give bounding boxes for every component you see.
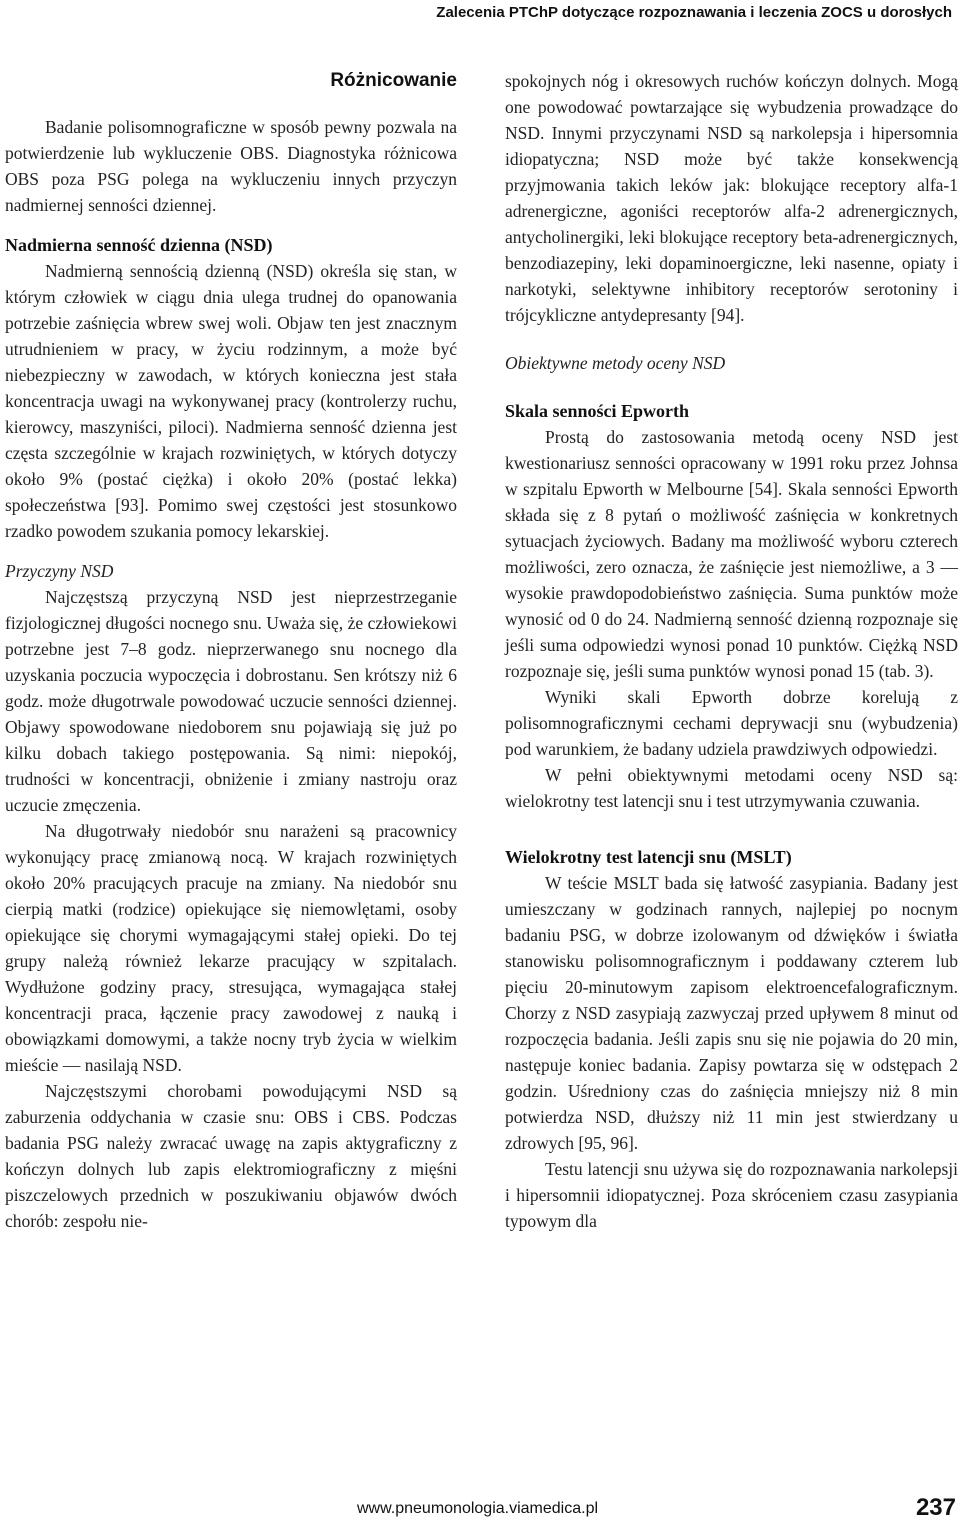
subheading-objective-methods: Obiektywne metody oceny NSD [505, 353, 726, 373]
paragraph: W teście MSLT bada się łatwość zasypiania. Badany jest umieszczany w godzinach rannych, najlepiej po nocnym badaniu PSG, w dobrze izolowanym od dźwięków i światła stanowisku polisomnograficznym i poddawany czterem lub pięciu 20-minutowym zapisom elektroencefalograficznym. Chorzy z NSD zasypiają zazwyczaj przed upływem 8 minut od rozpoczęcia badania. Jeśli zapis snu się nie pojawia do 20 min, następuje koniec badania. Zapisy powtarza się w odstępach 2 godzin. Uśredniony czas do zaśnięcia mniejszy niż 8 min potwierdza NSD, dłuższy niż 11 min jest stwierdzany u zdrowych [95, 96]. [505, 873, 958, 1153]
paragraph: Testu latencji snu używa się do rozpoznawania narkolepsji i hipersomnii idiopatycznej. Poza skróceniem czasu zasypiania typowym dla [505, 1159, 958, 1231]
left-column [5, 68, 457, 1234]
footer-url[interactable]: www.pneumonologia.viamedica.pl [357, 1500, 599, 1517]
paragraph: W pełni obiektywnymi metodami oceny NSD są: wielokrotny test latencji snu i test utrzymywania czuwania. [505, 765, 958, 811]
subheading-mslt: Wielokrotny test latencji snu (MSLT) [505, 847, 792, 867]
running-header: Zalecenia PTChP dotyczące rozpoznawania i leczenia ZOCS u dorosłych [436, 4, 952, 21]
paragraph: Na długotrwały niedobór snu narażeni są pracownicy wykonujący pracę zmianową nocą. W krajach rozwiniętych około 20% pracujących pracuje na zmiany. Na niedobór snu cierpią matki (rodzice) opiekujące się niemowlętami, osoby opiekujące się chorymi wymagającymi stałej opieki. Do tej grupy należą również lekarze pracujący w szpitalach. Wydłużone godziny pracy, stresująca, wymagająca stałej koncentracji praca, łączenie pracy zawodowej z nauką i obowiązkami domowymi, a także nocny tryb życia w wielkim mieście — nasilają NSD. [5, 821, 457, 1075]
paragraph: Prostą do zastosowania metodą oceny NSD jest kwestionariusz senności opracowany w 1991 roku przez Johnsa w szpitalu Epworth w Melbourne [54]. Skala senności Epworth składa się z 8 pytań o możliwość zaśnięcia w konkretnych sytuacjach życiowych. Badany ma możliwość wyboru czterech możliwości, zero oznacza, że zaśnięcie jest niemożliwe, a 3 — wysokie prawdopodobieństwo zaśnięcia. Suma punktów może wynosić od 0 do 24. Nadmierną senność dzienną rozpoznaje się jeśli suma odpowiedzi wynosi ponad 10 punktów. Ciężką NSD rozpoznaje się, jeśli suma punktów wynosi ponad 15 (tab. 3). [505, 427, 958, 681]
page-number: 237 [915, 1494, 956, 1521]
paragraph: Najczęstszymi chorobami powodującymi NSD są zaburzenia oddychania w czasie snu: OBS i CBS. Podczas badania PSG należy zwracać uwagę na zapis aktygraficzny z kończyn dolnych lub zapis elektromiograficzny z mięśni piszczelowych przednich w poszukiwaniu objawów dwóch chorób: zespołu nie- [5, 1081, 457, 1231]
paragraph: Najczęstszą przyczyną NSD jest nieprzestrzeganie fizjologicznej długości nocnego snu. Uważa się, że człowiekowi potrzebne jest 7–8 godz. nieprzerwanego snu nocnego dla uzyskania poczucia wypoczęcia i dobrostanu. Sen krótszy niż 6 godz. może długotrwale powodować uczucie senności dziennej. Objawy spowodowane niedoborem snu pojawiają się już po kilku dobach takiego postępowania. Są nimi: niepokój, trudności w koncentracji, obniżenie i zmiany nastroju oraz uczucie zmęczenia. [5, 587, 457, 815]
paragraph: spokojnych nóg i okresowych ruchów kończyn dolnych. Mogą one powodować powtarzające się wybudzenia prowadzące do NSD. Innymi przyczynami NSD są narkolepsja i hipersomnia idiopatyczna; NSD może być także konsekwencją przyjmowania takich leków jak: blokujące receptory alfa-1 adrenergiczne, agoniści receptorów alfa-2 adrenergicznych, antycholinergiki, leki blokujące receptory beta-adrenergicznych, benzodiazepiny, leki dopaminoergiczne, leki nasenne, opiaty i narkotyki, selektywne inhibitory receptorów serotoniny i trójcykliczne antydepresanty [94]. [505, 71, 958, 325]
paragraph: Nadmierną sennością dzienną (NSD) określa się stan, w którym człowiek w ciągu dnia ulega trudnej do opanowania potrzebie zaśnięcia wbrew swej woli. Objaw ten jest znacznym utrudnieniem w pracy, w życiu rodzinnym, a może być niebezpieczny w zawodach, w których konieczna jest stała koncentracja uwagi na wykonywanej pracy (kontrolerzy ruchu, kierowcy, maszyniści, piloci). Nadmierna senność dzienna jest częsta szczególnie w krajach rozwiniętych, w których dotyczy około 9% (postać ciężka) i około 20% (postać lekka) społeczeństwa [93]. Pomimo swej częstości jest stosunkowo rzadko powodem szukania pomocy lekarskiej. [5, 261, 457, 541]
section-title: Różnicowanie [330, 70, 457, 91]
right-column [505, 68, 958, 1234]
paragraph: Wyniki skali Epworth dobrze korelują z polisomnograficznymi cechami deprywacji snu (wybudzenia) pod warunkiem, że badany udziela prawdziwych odpowiedzi. [505, 687, 958, 759]
subheading-epworth: Skala senności Epworth [505, 401, 690, 421]
subheading-causes: Przyczyny NSD [5, 561, 114, 581]
paragraph: Badanie polisomnograficzne w sposób pewny pozwala na potwierdzenie lub wykluczenie OBS. Diagnostyka różnicowa OBS poza PSG polega na wykluczeniu innych przyczyn nadmiernej senności dziennej. [5, 117, 457, 215]
subheading-nsd: Nadmierna senność dzienna (NSD) [5, 235, 273, 255]
